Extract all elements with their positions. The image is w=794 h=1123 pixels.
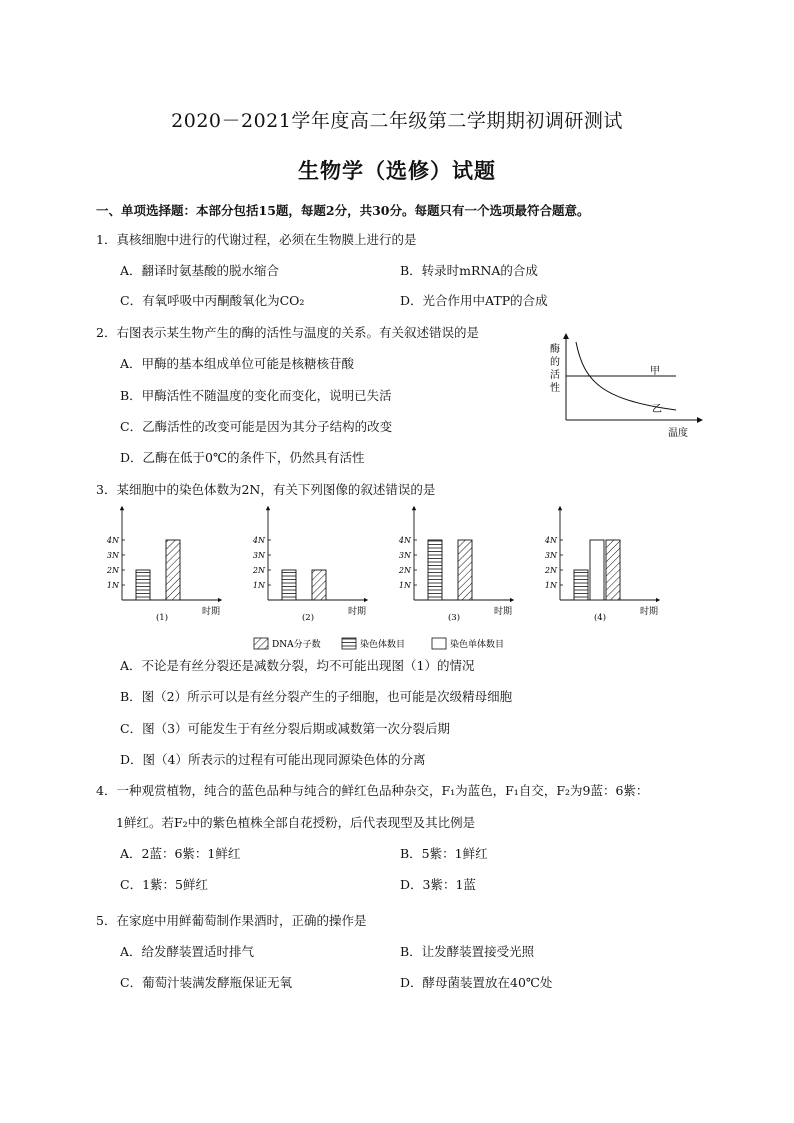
chromosome-bar-charts (100, 502, 660, 652)
question-1-option-d: D．光合作用中ATP的合成 (400, 293, 548, 308)
question-3-option-b: B．图（2）所示可以是有丝分裂产生的子细胞，也可能是次级精母细胞 (120, 689, 513, 704)
question-1-stem: 1．真核细胞中进行的代谢过程，必须在生物膜上进行的是 (96, 232, 417, 247)
question-4-option-a: A．2蓝：6紫：1鲜红 (120, 846, 241, 861)
legend-chromosome-label: 染色体数目 (360, 640, 406, 650)
question-4-stem-line1: 4．一种观赏植物，纯合的蓝色品种与纯合的鲜红色品种杂交，F₁为蓝色，F₁自交，F₂为9蓝：6紫： (96, 783, 649, 798)
question-5-option-a: A．给发酵装置适时排气 (120, 944, 255, 959)
section-heading: 一、单项选择题：本部分包括15题，每题2分，共30分。每题只有一个选项最符合题意。 (96, 203, 590, 218)
legend-dna-swatch (254, 638, 268, 649)
tick-label: 2N (398, 566, 411, 575)
question-3-option-c: C．图（3）可能发生于有丝分裂后期或减数第一次分裂后期 (120, 721, 451, 736)
question-5-option-d: D．酵母菌装置放在40℃处 (400, 975, 553, 990)
question-5-stem: 5．在家庭中用鲜葡萄制作果酒时，正确的操作是 (96, 913, 367, 928)
bar-3-2 (458, 540, 472, 600)
legend-chromosome-swatch (342, 638, 356, 649)
tick-label: 1N (252, 581, 265, 590)
x-axis-label: 温度 (668, 428, 688, 439)
enzyme-b-label: 乙 (652, 404, 662, 415)
tick-label: 1N (106, 581, 119, 590)
tick-label: 3N (106, 551, 119, 560)
bar-2-1 (282, 570, 296, 600)
tick-label: 2N (252, 566, 265, 575)
tick-label: 3N (398, 551, 411, 560)
question-5-option-c: C．葡萄汁装满发酵瓶保证无氧 (120, 975, 293, 990)
tick-label: 4N (106, 536, 119, 545)
tick-label: 1N (398, 581, 411, 590)
question-2-stem: 2．右图表示某生物产生的酶的活性与温度的关系。有关叙述错误的是 (96, 325, 479, 340)
question-3-option-a: A．不论是有丝分裂还是减数分裂，均不可能出现图（1）的情况 (120, 658, 475, 673)
tick-label: 2N (544, 566, 557, 575)
exam-title: 2020－2021学年度高二年级第二学期期初调研测试 (171, 110, 623, 132)
bar-3-1 (428, 540, 442, 600)
exam-subtitle: 生物学（选修）试题 (298, 158, 496, 183)
legend-dna-label: DNA分子数 (272, 640, 321, 650)
tick-label: 1N (544, 581, 557, 590)
chart-label: (1) (155, 613, 169, 623)
question-1-option-c: C．有氧呼吸中丙酮酸氧化为CO₂ (120, 293, 305, 308)
y-axis-label-2: 的 (550, 357, 560, 368)
y-axis-label-4: 性 (550, 383, 560, 394)
tick-label: 4N (252, 536, 265, 545)
bar-2-2 (312, 570, 326, 600)
question-4-option-b: B．5紫：1鲜红 (400, 846, 488, 861)
x-axis-label: 时期 (494, 607, 513, 617)
bar-4-2 (590, 540, 604, 600)
enzyme-a-label: 甲 (650, 366, 660, 377)
question-2-option-c: C．乙酶活性的改变可能是因为其分子结构的改变 (120, 419, 393, 434)
bar-4-1 (574, 570, 588, 600)
bar-1-1 (136, 570, 150, 600)
tick-label: 2N (106, 566, 119, 575)
x-axis-label: 时期 (640, 607, 659, 617)
question-4-option-d: D．3紫：1蓝 (400, 877, 476, 892)
x-axis-label: 时期 (348, 607, 367, 617)
tick-label: 4N (398, 536, 411, 545)
tick-label: 3N (252, 551, 265, 560)
bar-chart-1 (106, 508, 220, 623)
bar-chart-2 (252, 508, 366, 623)
legend-chromatid-label: 染色单体数目 (450, 640, 505, 650)
question-2-option-d: D．乙酶在低于0℃的条件下，仍然具有活性 (120, 450, 365, 465)
question-3-stem: 3．某细胞中的染色体数为2N，有关下列图像的叙述错误的是 (96, 482, 436, 497)
chart-label: (4) (593, 613, 607, 623)
legend-chromatid-swatch (432, 638, 446, 649)
tick-label: 4N (544, 536, 557, 545)
question-4-option-c: C．1紫：5鲜红 (120, 877, 208, 892)
bar-chart-3 (398, 508, 512, 623)
question-4-stem-line2: 1鲜红。若F₂中的紫色植株全部自花授粉，后代表现型及其比例是 (116, 815, 476, 830)
chart-label: (2) (301, 613, 315, 623)
question-3-option-d: D．图（4）所表示的过程有可能出现同源染色体的分离 (120, 752, 426, 767)
y-axis-label-3: 活 (550, 370, 560, 381)
bar-1-2 (166, 540, 180, 600)
question-2-option-b: B．甲酶活性不随温度的变化而变化，说明已失活 (120, 388, 392, 403)
y-axis-label-1: 酶 (550, 344, 560, 355)
bar-chart-4 (544, 508, 658, 623)
question-1-option-a: A．翻译时氨基酸的脱水缩合 (120, 263, 280, 278)
chart-label: (3) (447, 613, 461, 623)
question-5-option-b: B．让发酵装置接受光照 (400, 944, 535, 959)
question-1-option-b: B．转录时mRNA的合成 (400, 263, 538, 278)
bar-4-3 (606, 540, 620, 600)
x-axis-label: 时期 (202, 607, 221, 617)
tick-label: 3N (544, 551, 557, 560)
enzyme-activity-graph (540, 330, 710, 442)
question-2-option-a: A．甲酶的基本组成单位可能是核糖核苷酸 (120, 356, 355, 371)
